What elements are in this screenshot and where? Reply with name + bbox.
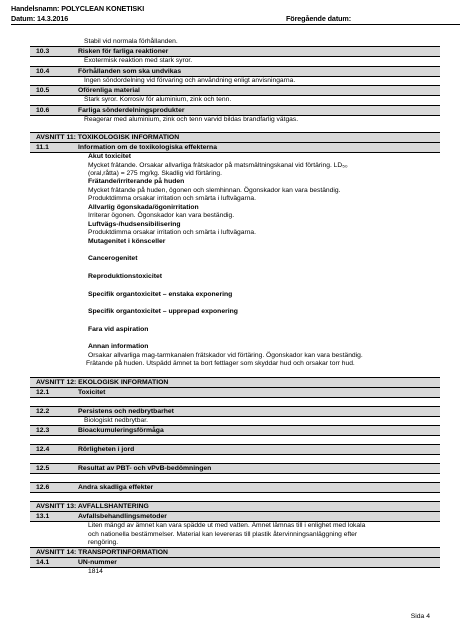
subsection-10-5 xyxy=(30,85,440,96)
reproductive-toxicity-title: Reproduktionstoxicitet xyxy=(88,273,163,281)
page-number: Sida 4 xyxy=(410,613,430,620)
product-name-header: Handelsnamn: POLYCLEAN KONETISKI xyxy=(11,4,145,13)
acute-toxicity-title: Akut toxicitet xyxy=(88,153,132,161)
subsection-number: 12.4 xyxy=(36,446,50,454)
waste-treatment-text: Liten mängd av ämnet kan vara spädde ut med vatten. Ämnet lämnas till i enlighet med lokala xyxy=(88,522,366,530)
subsection-title: Andra skadliga effekter xyxy=(78,484,154,492)
subsection-number: 13.1 xyxy=(36,513,50,521)
subsection-title: Rörligheten i jord xyxy=(78,446,135,454)
subsection-title: Avfallsbehandlingsmetoder xyxy=(78,513,167,521)
subsection-number: 10.6 xyxy=(36,106,50,114)
skin-corrosion-text: Mycket frätande på huden, ögonen och slemhinnan. Ögonskador kan vara beständig. xyxy=(88,187,341,195)
carcinogenicity-title: Cancerogenitet xyxy=(88,255,138,263)
subsection-10-3 xyxy=(30,46,440,57)
section-13-heading: AVSNITT 13: AVFALLSHANTERING xyxy=(30,501,440,512)
subsection-text: Biologiskt nedbrytbar. xyxy=(84,416,148,424)
skin-corrosion-title: Frätande/irriterande på huden xyxy=(88,178,185,186)
subsection-title: Persistens och nedbrytbarhet xyxy=(78,407,174,415)
subsection-title: Toxicitet xyxy=(78,388,106,396)
skin-corrosion-text: Produktdimma orsakar irritation och smärta i luftvägarna. xyxy=(88,195,256,203)
other-information-text: Orsakar allvarliga mag-tarmkanalen frätskador vid förtäring. Ögonskador kan vara beständig. xyxy=(88,352,363,359)
eye-damage-title: Allvarlig ögonskada/ögonirritation xyxy=(88,203,199,211)
subsection-number: 12.6 xyxy=(36,484,50,492)
subsection-12-1 xyxy=(30,388,440,398)
waste-treatment-text: rengöring. xyxy=(88,539,119,547)
section-12-heading: AVSNITT 12: EKOLOGISK INFORMATION xyxy=(30,377,440,388)
stot-single-title: Specifik organtoxicitet – enstaka exponering xyxy=(88,290,233,298)
section-11-heading: AVSNITT 11: TOXIKOLOGISK INFORMATION xyxy=(30,132,440,143)
sensitisation-text: Produktdimma orsakar irritation och smärta i luftvägarna. xyxy=(88,229,256,237)
acute-toxicity-text: (oral,råtta) = 275 mg/kg. Skadlig vid förtäring. xyxy=(88,170,222,178)
stot-repeated-title: Specifik organtoxicitet – upprepad exponering xyxy=(88,308,238,316)
subsection-10-6 xyxy=(30,105,440,116)
subsection-number: 12.5 xyxy=(36,465,50,473)
other-information-title: Annan information xyxy=(88,343,149,351)
subsection-number: 10.5 xyxy=(36,87,50,95)
subsection-text: Exotermisk reaktion med stark syror. xyxy=(84,57,193,65)
subsection-number: 12.2 xyxy=(36,407,50,415)
eye-damage-text: Irriterar ögonen. Ögonskador kan vara beständig. xyxy=(88,212,235,220)
acute-toxicity-text: Mycket frätande. Orsakar allvarliga frätskador på matsmältningskanal vid förtäring. LD₅₀ xyxy=(88,161,348,169)
subsection-text: Ingen söndordelning vid förvaring och användning enligt anvisningarna. xyxy=(84,76,296,84)
subsection-title: Resultat av PBT- och vPvB-bedömningen xyxy=(78,465,212,473)
other-information-text: Frätande på huden. Utspädd ämnet ta bort fettlager som skyddar hud och orsakar torr hud. xyxy=(86,360,355,368)
section-14-heading: AVSNITT 14: TRANSPORTINFORMATION xyxy=(30,547,440,558)
subsection-number: 10.3 xyxy=(36,48,50,56)
subsection-number: 11.1 xyxy=(36,144,49,152)
un-number-value: 1814 xyxy=(88,568,103,576)
subsection-12-5 xyxy=(30,463,440,474)
subsection-text: Reagerar med aluminium, zink och tenn varvid bildas brandfarlig vätgas. xyxy=(84,115,299,123)
subsection-12-3 xyxy=(30,425,440,436)
subsection-12-2 xyxy=(30,406,440,417)
subsection-10-4 xyxy=(30,66,440,77)
subsection-title: Bioackumuleringsförmåga xyxy=(78,427,164,435)
document-body xyxy=(30,38,440,577)
header-divider xyxy=(11,24,460,25)
waste-treatment-text: och nationella bestämmelser. Material kan levereras till plastik återvinningsanläggning efter xyxy=(88,530,358,538)
subsection-number: 12.1 xyxy=(36,388,50,396)
subsection-title: Farliga sönderdelningsprodukter xyxy=(78,106,185,114)
subsection-title: Förhållanden som ska undvikas xyxy=(78,67,182,75)
aspiration-hazard-title: Fara vid aspiration xyxy=(88,325,149,333)
subsection-12-6 xyxy=(30,482,440,493)
subsection-11-1 xyxy=(30,143,440,153)
subsection-12-4 xyxy=(30,444,440,455)
previous-date-header: Föregående datum: xyxy=(286,14,351,23)
subsection-number: 12.3 xyxy=(36,427,50,435)
subsection-title: Risken för farliga reaktioner xyxy=(78,48,169,56)
date-header: Datum: 14.3.2016 xyxy=(11,14,69,23)
subsection-number: 14.1 xyxy=(36,559,50,567)
subsection-number: 10.4 xyxy=(36,67,50,75)
subsection-text: Stark syror. Korrosiv för aluminium, zink och tenn. xyxy=(84,96,232,104)
stability-text: Stabil vid normala förhållanden. xyxy=(84,38,178,45)
sensitisation-title: Luftvägs-/hudsensibilisering xyxy=(88,220,181,228)
mutagenicity-title: Mutagenitet i könsceller xyxy=(88,237,166,245)
subsection-title: UN-nummer xyxy=(78,559,117,567)
subsection-title: Oförenliga material xyxy=(78,87,140,95)
subsection-13-1 xyxy=(30,512,440,522)
subsection-14-1 xyxy=(30,558,440,568)
subsection-title: Information om de toxikologiska effekterna xyxy=(78,144,217,152)
